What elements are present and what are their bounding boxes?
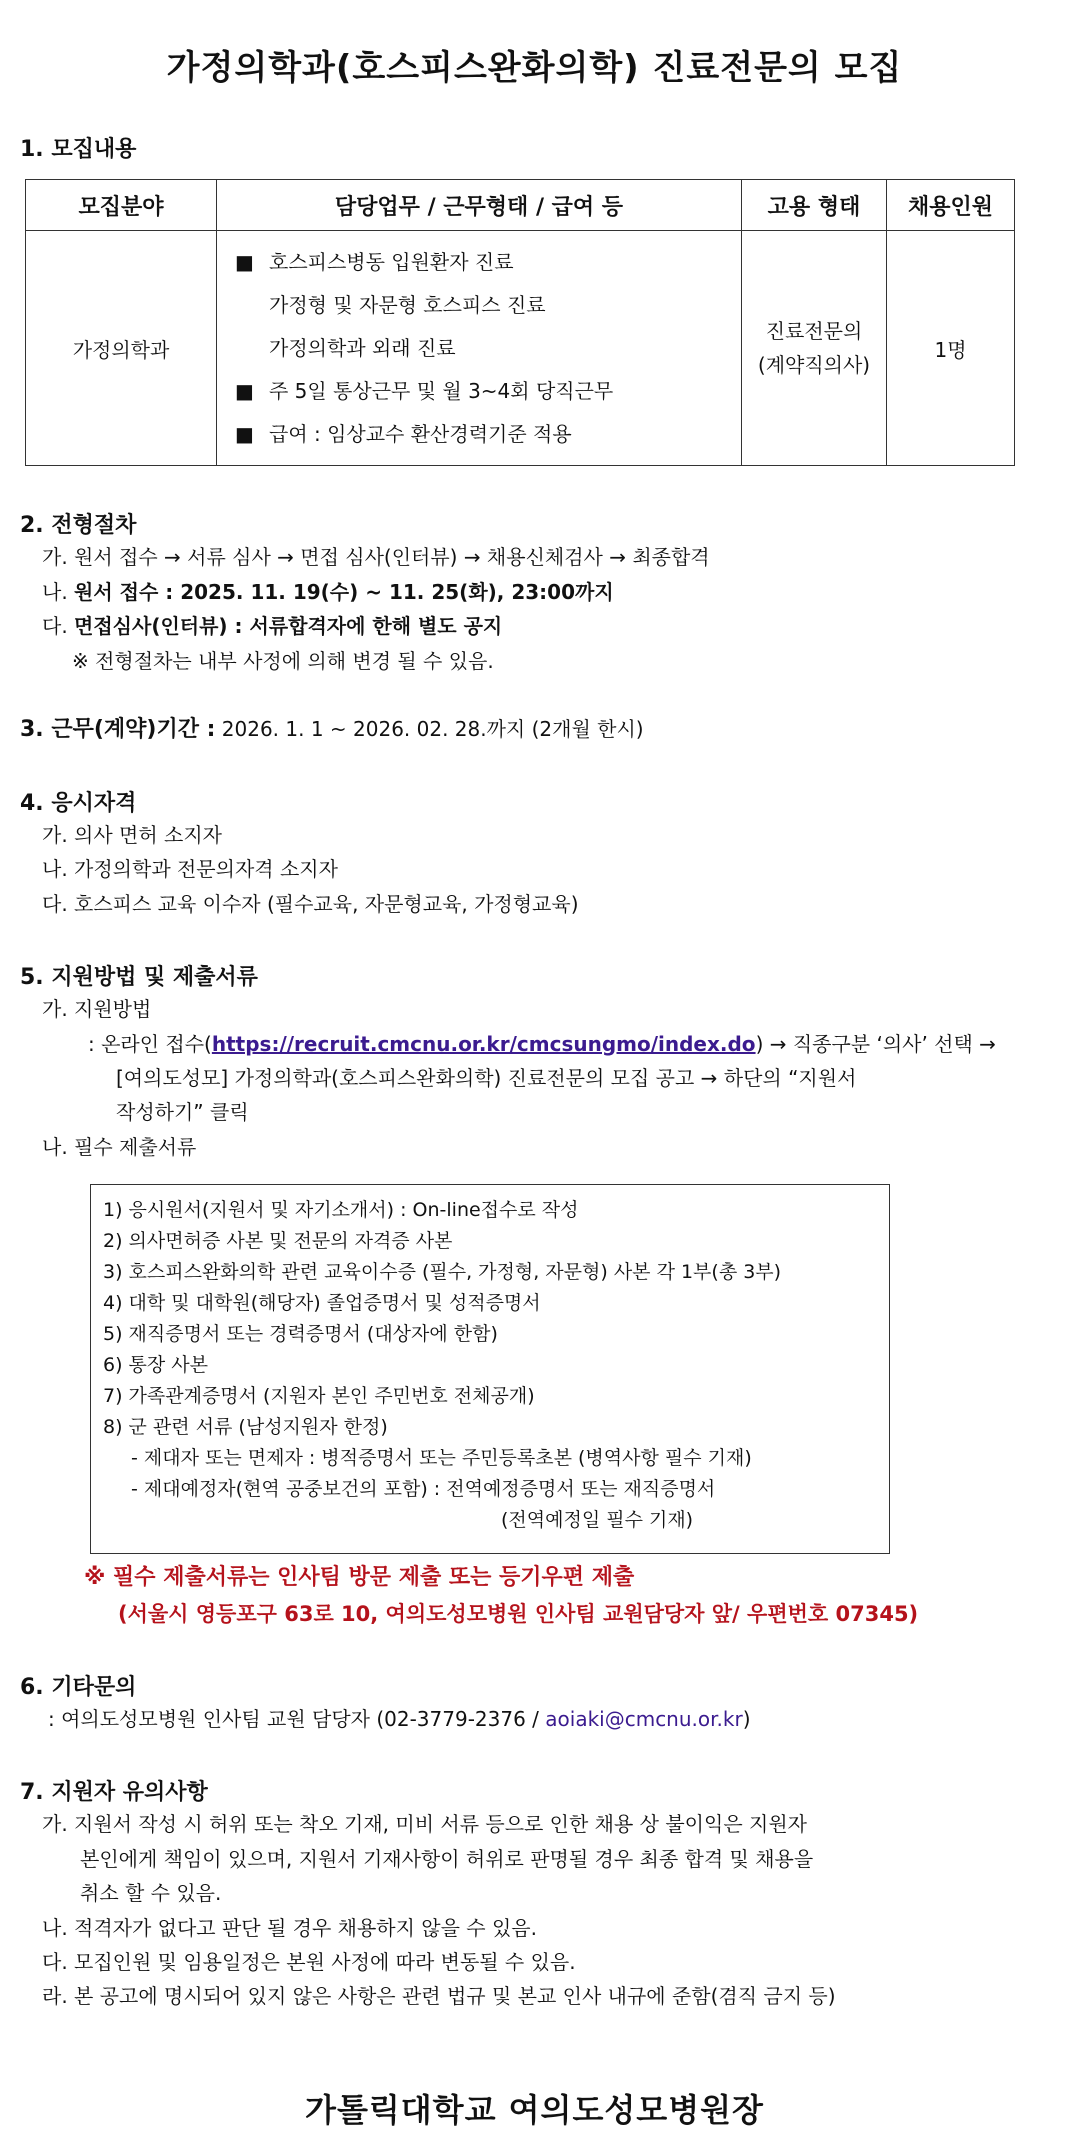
caution-item: 라. 본 공고에 명시되어 있지 않은 사항은 관련 법규 및 본교 인사 내규에 준함(겸직 금지 등)	[42, 1984, 836, 2008]
contract-period-text: 2026. 1. 1 ~ 2026. 02. 28.까지 (2개월 한시)	[221, 717, 644, 741]
contract-period	[20, 715, 644, 744]
doc-item: 2) 의사면허증 사본 및 전문의 자격증 사본	[103, 1230, 453, 1252]
table-row	[26, 231, 1015, 466]
qualification-item: 다. 호스피스 교육 이수자 (필수교육, 자문형교육, 가정형교육)	[42, 892, 579, 916]
section-1-heading: 1. 모집내용	[20, 137, 137, 162]
section-7-heading: 7. 지원자 유의사항	[20, 1780, 208, 1805]
recruitment-table	[25, 179, 1015, 466]
doc-subitem: - 제대예정자(현역 공중보건의 포함) : 전역예정증명서 또는 재직증명서	[131, 1478, 716, 1500]
bullet-square-icon: ■	[235, 421, 254, 446]
caution-item: 가. 지원서 작성 시 허위 또는 착오 기재, 미비 서류 등으로 인한 채용 상 불이익은 지원자	[42, 1812, 807, 1836]
qualification-item: 가. 의사 면허 소지자	[42, 823, 222, 847]
caution-item: 본인에게 책임이 있으며, 지원서 기재사항이 허위로 판명될 경우 최종 합격 및 채용을	[80, 1847, 814, 1871]
cell-duties	[217, 231, 742, 466]
bullet-square-icon: ■	[235, 378, 254, 403]
doc-item: 5) 재직증명서 또는 경력증명서 (대상자에 한함)	[103, 1323, 498, 1345]
doc-item: 7) 가족관계증명서 (지원자 본인 주민번호 전체공개)	[103, 1385, 535, 1407]
recruit-site-link[interactable]: https://recruit.cmcnu.or.kr/cmcsungmo/index.do	[211, 1032, 756, 1056]
employment-type: 진료전문의	[765, 319, 863, 343]
section-3-heading: 3. 근무(계약)기간 :	[20, 717, 216, 742]
section-5-heading: 5. 지원방법 및 제출서류	[20, 965, 258, 990]
doc-item: 3) 호스피스완화의학 관련 교육이수증 (필수, 가정형, 자문형) 사본 각 1부(총 3부)	[103, 1261, 782, 1283]
duty-item	[235, 327, 740, 370]
table-header-row	[26, 180, 1015, 231]
doc-item: 4) 대학 및 대학원(해당자) 졸업증명서 및 성적증명서	[103, 1292, 541, 1314]
section-4-heading: 4. 응시자격	[20, 791, 137, 816]
cell-field: 가정의학과	[26, 231, 217, 466]
caution-item: 취소 할 수 있음.	[80, 1881, 222, 1905]
section-2-heading: 2. 전형절차	[20, 513, 137, 538]
interview-notice: 다. 면접심사(인터뷰) : 서류합격자에 한해 별도 공지	[42, 614, 503, 638]
required-docs-box	[90, 1184, 890, 1554]
caution-item: 다. 모집인원 및 임용일정은 본원 사정에 따라 변동될 수 있음.	[42, 1950, 576, 1974]
process-steps: 가. 원서 접수 → 서류 심사 → 면접 심사(인터뷰) → 채용신체검사 → 최종합격	[42, 545, 710, 569]
doc-item: 1) 응시원서(지원서 및 자기소개서) : On-line접수로 작성	[103, 1199, 579, 1221]
caution-item: 나. 적격자가 없다고 판단 될 경우 채용하지 않을 수 있음.	[42, 1916, 537, 1940]
doc-item: 8) 군 관련 서류 (남성지원자 한정)	[103, 1416, 388, 1438]
application-method-line: 작성하기” 클릭	[116, 1100, 249, 1124]
process-note: ※ 전형절차는 내부 사정에 의해 변경 될 수 있음.	[72, 649, 494, 673]
doc-item: 6) 통장 사본	[103, 1354, 208, 1376]
qualification-item: 나. 가정의학과 전문의자격 소지자	[42, 857, 338, 881]
section-6-heading: 6. 기타문의	[20, 1675, 137, 1700]
doc-subitem: (전역예정일 필수 기재)	[501, 1509, 694, 1531]
table-header-field: 모집분야	[26, 180, 217, 231]
duty-text: 가정형 및 자문형 호스피스 진료	[269, 292, 546, 317]
submission-notice: ※ 필수 제출서류는 인사팀 방문 제출 또는 등기우편 제출	[84, 1565, 635, 1590]
required-docs-label: 나. 필수 제출서류	[42, 1135, 197, 1159]
cell-headcount: 1명	[887, 231, 1015, 466]
application-method-line: : 온라인 접수(https://recruit.cmcnu.or.kr/cmcsungmo/index.do) → 직종구분 ‘의사’ 선택 →	[88, 1032, 996, 1056]
duty-text: 급여 : 임상교수 환산경력기준 적용	[269, 421, 572, 446]
contact-email-link[interactable]: aoiaki@cmcnu.or.kr	[545, 1707, 743, 1731]
application-method-label: 가. 지원방법	[42, 997, 152, 1021]
duty-text: 호스피스병동 입원환자 진료	[269, 249, 514, 274]
cell-employment	[742, 231, 887, 466]
table-header-headcount: 채용인원	[887, 180, 1015, 231]
table-header-employment: 고용 형태	[742, 180, 887, 231]
application-period: 나. 원서 접수 : 2025. 11. 19(수) ~ 11. 25(화), 23:00까지	[42, 580, 614, 604]
duty-item	[235, 370, 740, 413]
contact-line: : 여의도성모병원 인사팀 교원 담당자 (02-3779-2376 / aoiaki@cmcnu.or.kr)	[48, 1707, 751, 1731]
bullet-square-icon: ■	[235, 249, 254, 274]
duty-item	[235, 413, 740, 456]
table-header-duties: 담당업무 / 근무형태 / 급여 등	[217, 180, 742, 231]
submission-address: (서울시 영등포구 63로 10, 여의도성모병원 인사팀 교원담당자 앞/ 우편번호 07345)	[118, 1602, 919, 1626]
application-method-line: [여의도성모] 가정의학과(호스피스완화의학) 진료전문의 모집 공고 → 하단의 “지원서	[116, 1066, 857, 1090]
employment-contract: (계약직의사)	[757, 353, 871, 377]
page-title: 가정의학과(호스피스완화의학) 진료전문의 모집	[166, 48, 903, 88]
duty-item	[235, 284, 740, 327]
duty-item	[235, 241, 740, 284]
duty-text: 가정의학과 외래 진료	[269, 335, 456, 360]
duty-text: 주 5일 통상근무 및 월 3~4회 당직근무	[269, 378, 614, 403]
doc-subitem: - 제대자 또는 면제자 : 병적증명서 또는 주민등록초본 (병역사항 필수 기재)	[131, 1447, 752, 1469]
issuer-signature: 가톨릭대학교 여의도성모병원장	[305, 2091, 764, 2129]
